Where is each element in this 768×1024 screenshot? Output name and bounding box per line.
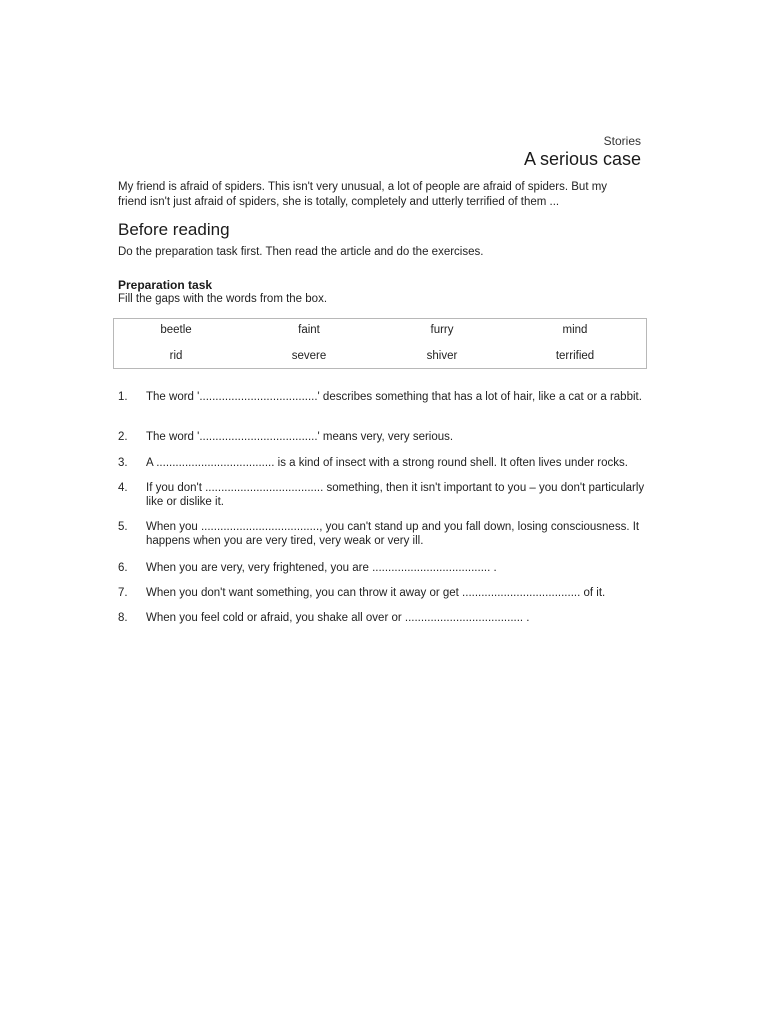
exercise-number: 7. (118, 587, 128, 599)
word-box-item: mind (562, 324, 588, 336)
page-title: A serious case (523, 149, 641, 169)
exercise-text: When you feel cold or afraid, you shake all over or ..................................... . (146, 612, 530, 624)
section-heading-before-reading: Before reading (118, 220, 230, 239)
word-box-row (114, 350, 646, 370)
word-box-item: severe (291, 350, 327, 362)
exercise-text: The word '.....................................' describes something that has a lot of hair, like a cat or a rabbit. (146, 391, 642, 403)
exercise-text: If you don't ..................................... something, then it isn't important to you – you don't particularly like or dislike it. (146, 482, 645, 508)
category-label: Stories (603, 134, 641, 148)
before-reading-instruction: Do the preparation task first. Then read the article and do the exercises. (118, 246, 484, 258)
word-box-item: rid (169, 350, 183, 362)
exercise-number: 2. (118, 431, 128, 443)
word-box-item: beetle (160, 324, 192, 336)
word-box-item: furry (430, 324, 454, 336)
intro-paragraph: My friend is afraid of spiders. This isn't very unusual, a lot of people are afraid of spiders. But my friend isn't just afraid of spiders, she is totally, completely and utterly terrified of them ... (118, 181, 608, 208)
exercise-number: 3. (118, 457, 128, 469)
preparation-task-instruction: Fill the gaps with the words from the box. (118, 293, 328, 305)
word-box-item: shiver (426, 350, 458, 362)
exercise-text: When you ....................................., you can't stand up and you fall down, losing consciousness. It happens when you are very tired, very weak or very ill. (146, 521, 640, 547)
exercise-text: A ..................................... is a kind of insect with a strong round shell. It often lives under rocks. (146, 457, 628, 469)
exercise-text: When you don't want something, you can throw it away or get ..................................... of it. (146, 587, 606, 599)
exercise-number: 8. (118, 612, 128, 624)
exercise-number: 5. (118, 521, 128, 533)
exercise-text: The word '.....................................' means very, very serious. (146, 431, 454, 443)
exercise-number: 1. (118, 391, 128, 403)
word-box-item: faint (298, 324, 320, 336)
word-box-item: terrified (555, 350, 595, 362)
preparation-task-heading: Preparation task (118, 278, 213, 292)
exercise-number: 6. (118, 562, 128, 574)
word-box-row (114, 324, 646, 344)
exercise-number: 4. (118, 482, 128, 494)
word-box (113, 318, 647, 369)
exercise-text: When you are very, very frightened, you are ..................................... . (146, 562, 497, 574)
